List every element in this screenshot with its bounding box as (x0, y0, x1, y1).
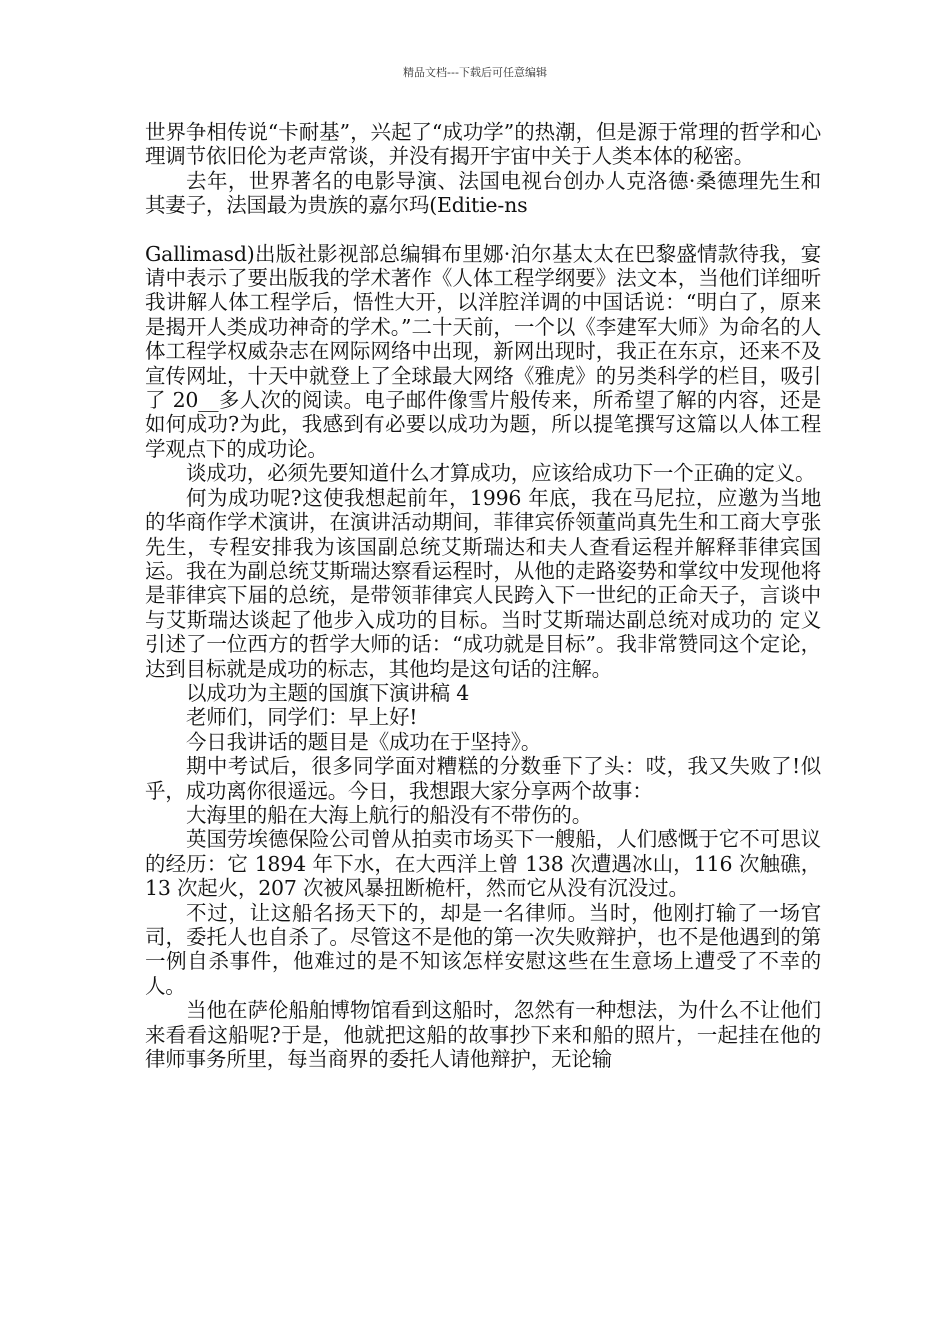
paragraph: 英国劳埃德保险公司曾从拍卖市场买下一艘船，人们感慨于它不可思议的经历：它 1894 年下水，在大西洋上曾 138 次遭遇冰山，116 次触礁，13 次起火，207 次被风暴扭断桅杆，然而它从没有沉没过。 (145, 827, 821, 901)
page-header: 精品文档---下载后可任意编辑 (403, 66, 547, 79)
paragraph: Gallimasd)出版社影视部总编辑布里娜·泊尔基太太在巴黎盛情款待我，宴请中表示了要出版我的学术著作《人体工程学纲要》法文本，当他们详细听我讲解人体工程学后，悟性大开，以洋腔洋调的中国话说：“明白了，原来是揭开人类成功神奇的学术。”二十天前，一个以《李建军大师》为命名的人体工程学权威杂志在网际网络中出现，新网出现时，我正在东京，还来不及宣传网址，十天中就登上了全球最大网络《雅虎》的另类科学的栏目，吸引了 20__多人次的阅读。电子邮件像雪片般传来，所希望了解的内容，还是如何成功?为此，我感到有必要以成功为题，所以提笔撰写这篇以人体工程学观点下的成功论。 (145, 241, 821, 461)
paragraph: 世界争相传说“卡耐基”，兴起了“成功学”的热潮，但是源于常理的哲学和心理调节依旧伦为老声常谈，并没有揭开宇宙中关于人类本体的秘密。 (145, 120, 821, 169)
paragraph: 大海里的船在大海上航行的船没有不带伤的。 (186, 802, 592, 827)
paragraph: 今日我讲话的题目是《成功在于坚持》。 (186, 729, 542, 754)
paragraph: 期中考试后，很多同学面对糟糕的分数垂下了头：哎，我又失败了!似乎，成功离你很遥远。今日，我想跟大家分享两个故事： (145, 754, 821, 803)
paragraph: 去年，世界著名的电影导演、法国电视台创办人克洛德·桑德理先生和其妻子，法国最为贵族的嘉尔玛(Editie-ns (145, 168, 821, 218)
paragraph: 何为成功呢?这使我想起前年，1996 年底，我在马尼拉，应邀为当地的华商作学术演讲，在演讲活动期间，菲律宾侨领董尚真先生和工商大亨张先生，专程安排我为该国副总统艾斯瑞达和夫人查看运程并解释菲律宾国运。我在为副总统艾斯瑞达察看运程时，从他的走路姿势和掌纹中发现他将是菲律宾下届的总统，是带领菲律宾人民跨入下一世纪的正命天子，言谈中与艾斯瑞达谈起了他步入成功的目标。当时艾斯瑞达副总统对成功的 定义引述了一位西方的哲学大师的话：“成功就是目标”。我非常赞同这个定论，达到目标就是成功的标志，其他均是这句话的注解。 (145, 485, 821, 681)
paragraph: 老师们，同学们：早上好! (186, 705, 418, 730)
paragraph: 不过，让这船名扬天下的，却是一名律师。当时，他刚打输了一场官司，委托人也自杀了。尽管这不是他的第一次失败辩护，也不是他遇到的第一例自杀事件，他难过的是不知该怎样安慰这些在生意场上遭受了不幸的人。 (145, 900, 821, 998)
paragraph: 以成功为主题的国旗下演讲稿 4 (186, 680, 470, 705)
paragraph: 当他在萨伦船舶博物馆看到这船时，忽然有一种想法，为什么不让他们来看看这船呢?于是，他就把这船的故事抄下来和船的照片，一起挂在他的律师事务所里，每当商界的委托人请他辩护，无论输 (145, 998, 821, 1072)
paragraph: 谈成功，必须先要知道什么才算成功，应该给成功下一个正确的定义。 (186, 461, 816, 486)
document-body (145, 120, 821, 1071)
